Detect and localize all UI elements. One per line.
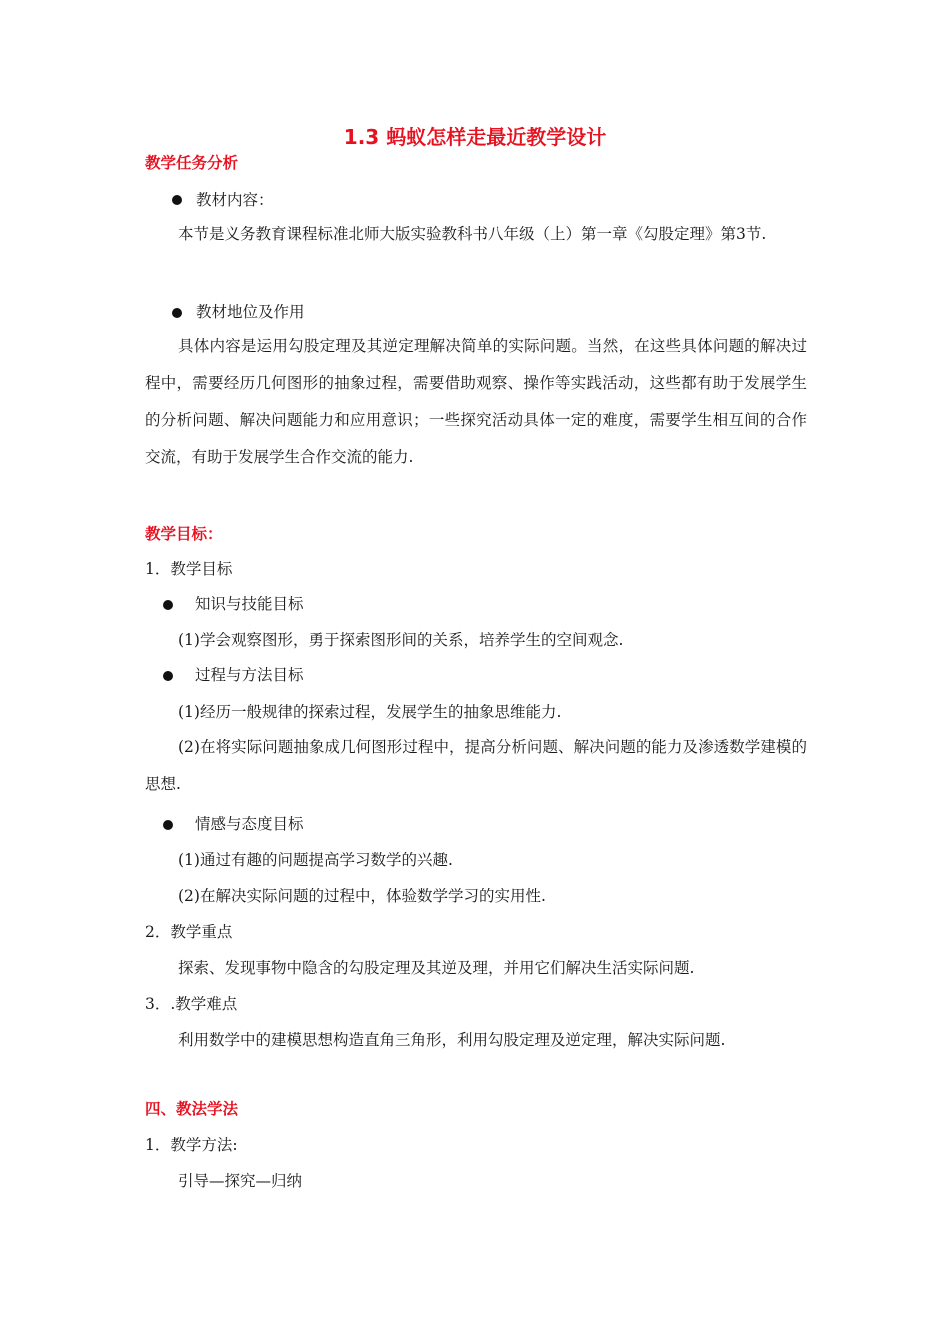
bullet-icon (163, 820, 173, 830)
emotion-item-2: (2)在解决实际问题的过程中，体验数学学习的实用性. (178, 887, 546, 905)
knowledge-label: 知识与技能目标 (195, 595, 304, 613)
document-title: 1.3 蚂蚁怎样走最近教学设计 (343, 125, 607, 149)
knowledge-item-1: (1)学会观察图形，勇于探索图形间的关系，培养学生的空间观念. (178, 631, 624, 649)
bullet-icon (163, 600, 173, 610)
key-point-text: 探索、发现事物中隐含的勾股定理及其逆及理，并用它们解决生活实际问题. (178, 959, 695, 977)
section-heading-task-analysis: 教学任务分析 (145, 154, 239, 172)
goals-item-1: 1．教学目标 (145, 560, 233, 578)
section-heading-goals: 教学目标： (145, 525, 223, 543)
position-label: 教材地位及作用 (196, 303, 305, 321)
process-label: 过程与方法目标 (195, 666, 304, 684)
process-item-2: (2)在将实际问题抽象成几何图形过程中，提高分析问题、解决问题的能力及渗透数学建模的思想. (145, 738, 807, 793)
content-label: 教材内容： (196, 191, 274, 209)
position-paragraph: 具体内容是运用勾股定理及其逆定理解决简单的实际问题。当然，在这些具体问题的解决过程中，需要经历几何图形的抽象过程，需要借助观察、操作等实践活动，这些都有助于发展学生的分析问题、解决问题能力和应用意识；一些探究活动具体一定的难度，需要学生相互间的合作交流，有助于发展学生合作交流的能力. (145, 337, 807, 466)
goals-item-2: 2．教学重点 (145, 923, 233, 941)
emotion-item-1: (1)通过有趣的问题提高学习数学的兴趣. (178, 851, 453, 869)
bullet-icon (172, 308, 182, 318)
emotion-label: 情感与态度目标 (195, 815, 304, 833)
goals-item-3: 3．.教学难点 (145, 995, 238, 1013)
section-heading-methods: 四、教法学法 (145, 1100, 239, 1118)
difficulty-text: 利用数学中的建模思想构造直角三角形，利用勾股定理及逆定理，解决实际问题. (178, 1031, 726, 1049)
methods-item-1: 1．教学方法: (145, 1136, 238, 1154)
bullet-icon (163, 671, 173, 681)
process-item-1: (1)经历一般规律的探索过程，发展学生的抽象思维能力. (178, 703, 562, 721)
bullet-icon (172, 195, 182, 205)
method-text: 引导—探究—归纳 (178, 1172, 303, 1190)
content-paragraph: 本节是义务教育课程标准北师大版实验教科书八年级（上）第一章《勾股定理》第3节. (178, 225, 767, 243)
